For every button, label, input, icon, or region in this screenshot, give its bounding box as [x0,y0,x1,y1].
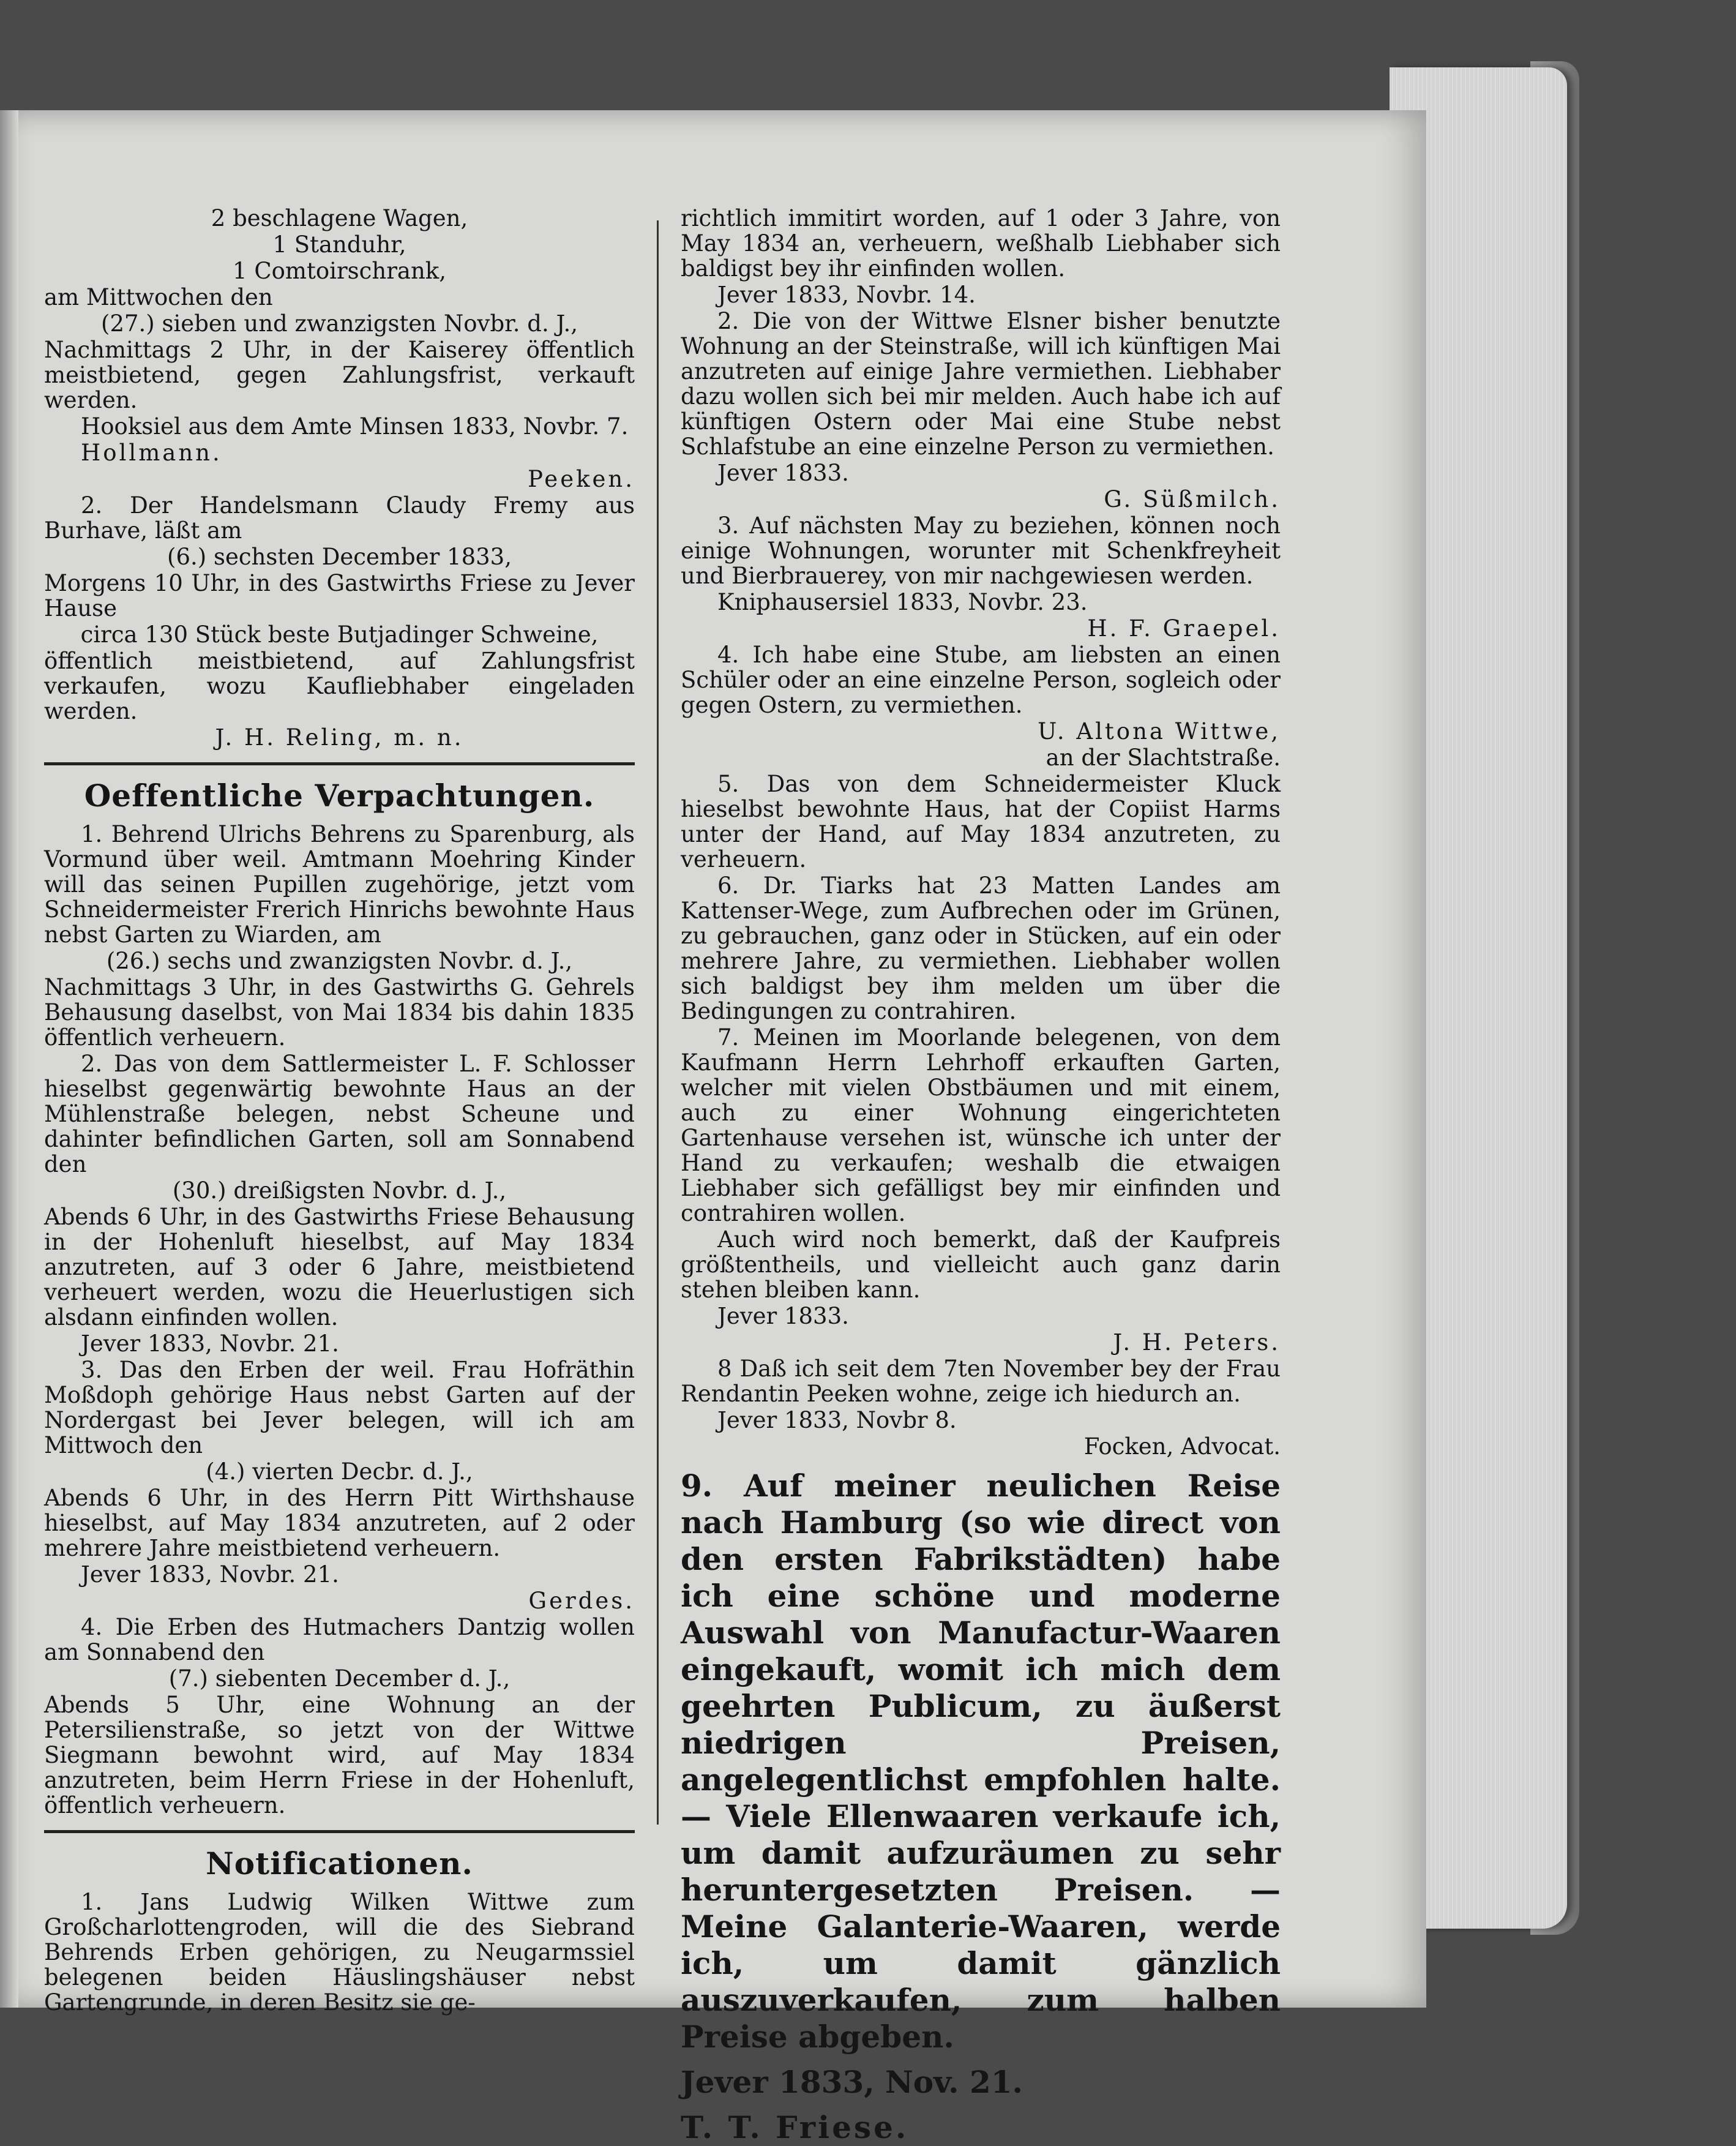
signature: U. Altona Wittwe, [1038,718,1281,745]
date-line: (30.) dreißigsten Novbr. d. J., [172,1177,507,1204]
date-line: (7.) siebenten December d. J., [168,1665,511,1692]
paragraph: 6. Dr. Tiarks hat 23 Matten Landes am Kattenser-Wege, zum Aufbrechen oder im Grünen, zu gebrauchen, ganz oder in Stücken, auf ein oder mehrere Jahre, zu vermiethen. Liebhaber wollen sich baldigst bey ihm melden um über die Bedingungen zu contrahiren. [681,872,1281,1024]
text-line: 1 Comtoirschrank, [233,258,446,284]
place-date: Jever 1833, Novbr. 21. [81,1330,339,1357]
paragraph: richtlich immitirt worden, auf 1 oder 3 Jahre, von May 1834 an, verheuern, weßhalb Liebhaber sich baldigst bey ihr einfinden wollen. [681,205,1281,282]
paragraph: 1. Behrend Ulrichs Behrens zu Sparenburg, als Vormund über weil. Amtmann Moehring Kinder will das seinen Pupillen zugehörige, jetzt vom Schneidermeister Frerich Hinrichs bewohnte Haus nebst Garten zu Wiarden, am [44,821,635,948]
column-divider [657,220,659,1825]
text-line: 2 beschlagene Wagen, [211,205,468,231]
place-date: Jever 1833, Novbr. 21. [81,1561,339,1588]
paragraph: Nachmittags 3 Uhr, in des Gastwirths G. Gehrels Behausung daselbst, von Mai 1834 bis dahin 1835 öffentlich verheuern. [44,974,635,1051]
place-date: Jever 1833, Novbr. 14. [717,282,976,308]
paragraph: Abends 5 Uhr, eine Wohnung an der Petersilienstraße, so jetzt von der Wittwe Siegmann bewohnt wird, auf May 1834 anzutreten, beim Herrn Friese in der Hohenluft, öffentlich verheuern. [44,1692,635,1818]
place-date: Jever 1833. [717,1303,849,1329]
text-line: am Mittwochen den [44,284,273,310]
signature: Gerdes. [528,1588,635,1614]
paragraph: 4. Die Erben des Hutmachers Dantzig wollen am Sonnabend den [44,1614,635,1665]
section-heading: Oeffentliche Verpachtungen. [84,778,595,814]
paragraph: öffentlich meistbietend, auf Zahlungsfrist verkaufen, wozu Kaufliebhaber eingeladen werden. [44,648,635,724]
place-date: Jever 1833, Novbr 8. [717,1407,957,1433]
place-date: Hooksiel aus dem Amte Minsen 1833, Novbr. 7. [81,413,629,440]
paragraph: 4. Ich habe eine Stube, am liebsten an einen Schüler oder an eine einzelne Person, sogleich oder gegen Ostern, zu vermiethen. [681,642,1281,718]
paragraph: 5. Das von dem Schneidermeister Kluck hieselbst bewohnte Haus, hat der Copiist Harms unter der Hand, auf May 1834 anzutreten, zu verheuern. [681,771,1281,872]
paragraph: 7. Meinen im Moorlande belegenen, von dem Kaufmann Herrn Lehrhoff erkauften Garten, welcher mit vielen Obstbäumen und mit einem, auch zu einer Wohnung eingerichteten Gartenhause versehen ist, wünsche ich unter der Hand zu verkaufen; weshalb die etwaigen Liebhaber sich gefälligst bey mir einfinden und contrahiren wollen. [681,1024,1281,1226]
paragraph: 3. Das den Erben der weil. Frau Hofräthin Moßdoph gehörige Haus nebst Garten auf der Nordergast bei Jever belegen, will ich am Mittwoch den [44,1357,635,1458]
section-rule [44,762,635,765]
date-line: (4.) vierten Decbr. d. J., [206,1458,473,1485]
place-date: Jever 1833. [717,460,849,486]
paragraph: 2. Der Handelsmann Claudy Fremy aus Burhave, läßt am [44,492,635,544]
left-column [44,206,635,2016]
signature: G. Süßmilch. [1104,486,1281,512]
signature: Focken, Advocat. [1083,1433,1281,1460]
paragraph: Morgens 10 Uhr, in des Gastwirths Friese zu Jever Hause [44,570,635,621]
date-line: (6.) sechsten December 1833, [167,544,512,570]
paragraph: Nachmittags 2 Uhr, in der Kaiserey öffentlich meistbietend, gegen Zahlungsfrist, verkauft werden. [44,337,635,413]
paragraph: 3. Auf nächsten May zu beziehen, können noch einige Wohnungen, worunter mit Schenkfreyheit und Bierbrauerey, von mir nachgewiesen werden. [681,512,1281,589]
right-column [681,206,1281,2146]
paragraph: Abends 6 Uhr, in des Herrn Pitt Wirthshause hieselbst, auf May 1834 anzutreten, auf 2 oder mehrere Jahre meistbietend verheuern. [44,1485,635,1561]
signature: J. H. Peters. [1113,1329,1281,1356]
date-line: (27.) sieben und zwanzigsten Novbr. d. J., [101,310,578,337]
signature: Hollmann. [81,440,222,466]
paragraph: 1. Jans Ludwig Wilken Wittwe zum Großcharlottengroden, will die des Siebrand Behrends Erben gehörigen, zu Neugarmssiel belegenen beiden Häuslingshäuser nebst Gartengrunde, in deren Besitz sie ge- [44,1889,635,2016]
paragraph: 2. Das von dem Sattlermeister L. F. Schlosser hieselbst gegenwärtig bewohnte Haus an der Mühlenstraße belegen, nebst Scheune und dahinter befindlichen Garten, soll am Sonnabend den [44,1051,635,1177]
address-line: an der Slachtstraße. [1046,745,1281,771]
large-notice-signature: T. T. Friese. [681,2109,909,2145]
large-notice-date: Jever 1833, Nov. 21. [681,2064,1023,2100]
paragraph: Abends 6 Uhr, in des Gastwirths Friese Behausung in der Hohenluft hieselbst, auf May 1834 anzutreten, auf 3 oder 6 Jahre, meistbietend verheuert werden, wozu die Heuerlustigen sich alsdann einfinden wollen. [44,1204,635,1330]
signature: H. F. Graepel. [1087,615,1281,642]
date-line: (26.) sechs und zwanzigsten Novbr. d. J., [106,948,573,974]
large-notice: 9. Auf meiner neulichen Reise nach Hamburg (so wie direct von den ersten Fabrikstädten) habe ich eine schöne und moderne Auswahl von Manufactur-Waaren eingekauft, womit ich mich dem geehrten Publicum, zu äußerst niedrigen Preisen, angelegentlichst empfohlen halte. — Viele Ellenwaaren verkaufe ich, um damit aufzuräumen zu sehr heruntergesetzten Preisen. — Meine Galanterie-Waaren, werde ich, um damit gänzlich auszuverkaufen, zum halben Preise abgeben. [681,1468,1281,2055]
section-rule [44,1830,635,1833]
paragraph: Auch wird noch bemerkt, daß der Kaufpreis größtentheils, und vielleicht auch ganz darin stehen bleiben kann. [681,1226,1281,1303]
section-heading: Notificationen. [206,1845,473,1882]
text-line: 1 Standuhr, [272,231,406,258]
paragraph: 8 Daß ich seit dem 7ten November bey der Frau Rendantin Peeken wohne, zeige ich hiedurch an. [681,1356,1281,1407]
signature: Peeken. [528,466,635,492]
spine-shadow [0,110,18,2008]
text-line: circa 130 Stück beste Butjadinger Schweine, [80,621,599,648]
paragraph: 2. Die von der Wittwe Elsner bisher benutzte Wohnung an der Steinstraße, will ich künftigen Mai anzutreten auf einige Jahre vermiethen. Liebhaber dazu wollen sich bei mir melden. Auch habe ich auf künftigen Ostern oder Mai eine Stube nebst Schlafstube an eine einzelne Person zu vermiethen. [681,308,1281,460]
signature: J. H. Reling, m. n. [215,724,464,751]
place-date: Kniphausersiel 1833, Novbr. 23. [717,589,1088,615]
